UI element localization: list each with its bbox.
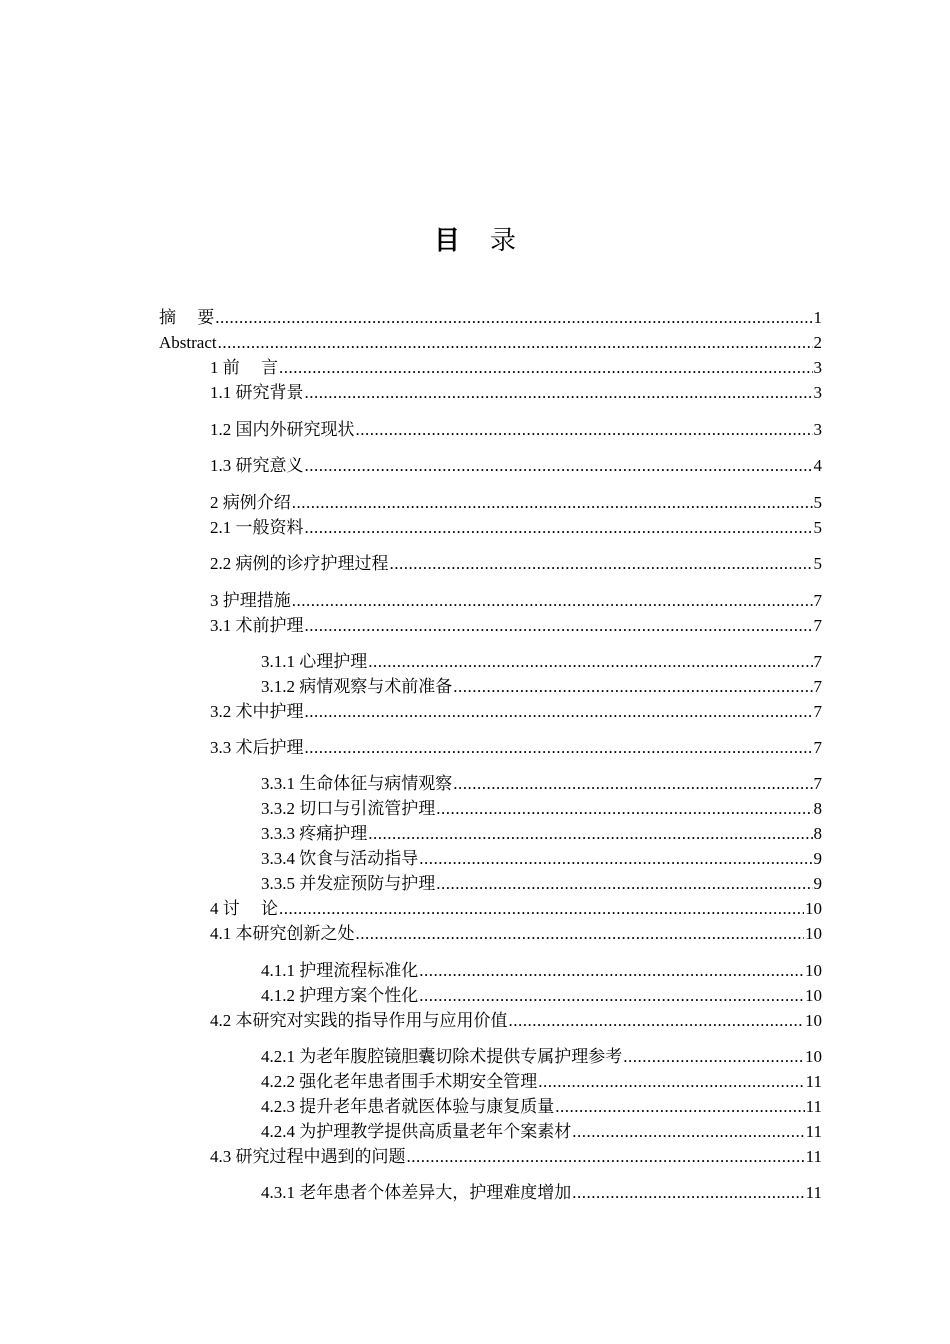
- toc-entry-text: 3.3.4 饮食与活动指导: [261, 849, 419, 868]
- toc-leader: [538, 1071, 804, 1093]
- toc-entry[interactable]: [210, 1146, 822, 1168]
- toc-page-number: 11: [805, 1072, 822, 1091]
- toc-page-number: 10: [805, 1011, 822, 1030]
- toc-page-number: 7: [813, 652, 822, 671]
- toc-entry[interactable]: [210, 382, 822, 404]
- toc-leader: [279, 357, 813, 379]
- toc-entry[interactable]: [210, 517, 822, 539]
- toc-entry[interactable]: [261, 1096, 822, 1118]
- toc-page-number: 4: [813, 456, 822, 475]
- toc-page-number: 8: [813, 824, 822, 843]
- toc-entry[interactable]: [261, 1046, 822, 1068]
- toc-entry[interactable]: [261, 985, 822, 1007]
- toc-entry[interactable]: [261, 1121, 822, 1143]
- toc-leader: [390, 553, 813, 575]
- title-char-1: 目: [433, 226, 460, 256]
- toc-leader: [509, 1010, 805, 1032]
- toc-page-number: 7: [813, 616, 822, 635]
- toc-page-number: 7: [813, 738, 822, 757]
- toc-leader: [453, 773, 812, 795]
- toc-entry-text: 摘 要: [159, 308, 215, 327]
- toc-page-number: 9: [813, 849, 822, 868]
- toc-entry[interactable]: [210, 492, 822, 514]
- toc-entry[interactable]: [261, 676, 822, 698]
- toc-page-number: 10: [805, 1047, 822, 1066]
- toc-page-number: 3: [813, 358, 822, 377]
- toc-entry[interactable]: [210, 737, 822, 759]
- toc-entry-text: 3.1.1 心理护理: [261, 652, 368, 671]
- toc-leader: [419, 985, 804, 1007]
- toc-entry-text: 2.1 一般资料: [210, 518, 304, 537]
- toc-page-number: 8: [813, 799, 822, 818]
- toc-leader: [356, 419, 813, 441]
- toc-leader: [419, 848, 812, 870]
- toc-entry[interactable]: [210, 590, 822, 612]
- toc-entry[interactable]: [210, 357, 822, 379]
- toc-entry-text: 4 讨 论: [210, 899, 278, 918]
- toc-leader: [555, 1096, 804, 1118]
- toc-page-number: 3: [813, 420, 822, 439]
- toc-entry[interactable]: [261, 848, 822, 870]
- toc-entry[interactable]: [261, 773, 822, 795]
- toc-leader: [407, 1146, 805, 1168]
- toc-leader: [305, 737, 813, 759]
- toc-entry-text: 4.3.1 老年患者个体差异大，护理难度增加: [261, 1183, 572, 1202]
- toc-entry[interactable]: [159, 307, 822, 329]
- toc-page-number: 9: [813, 874, 822, 893]
- toc-entry-text: 2 病例介绍: [210, 493, 291, 512]
- toc-page-number: 11: [805, 1183, 822, 1202]
- toc-page-number: 11: [805, 1097, 822, 1116]
- toc-entry-text: Abstract: [159, 333, 217, 352]
- toc-leader: [453, 676, 812, 698]
- toc-entry[interactable]: [210, 923, 822, 945]
- toc-entry-text: 1.2 国内外研究现状: [210, 420, 355, 439]
- toc-entry-text: 2.2 病例的诊疗护理过程: [210, 554, 389, 573]
- toc-page-number: 7: [813, 677, 822, 696]
- toc-entry-text: 3.3.2 切口与引流管护理: [261, 799, 436, 818]
- toc-page-number: 11: [805, 1147, 822, 1166]
- toc-entry-text: 3.1.2 病情观察与术前准备: [261, 677, 453, 696]
- toc-leader: [572, 1182, 804, 1204]
- page-title: [0, 226, 950, 256]
- toc-leader: [368, 823, 812, 845]
- toc-entry-text: 1.1 研究背景: [210, 383, 304, 402]
- toc-leader: [305, 701, 813, 723]
- toc-entry-text: 3.3.3 疼痛护理: [261, 824, 368, 843]
- toc-leader: [215, 307, 812, 329]
- toc-entry-text: 4.3 研究过程中遇到的问题: [210, 1147, 406, 1166]
- toc-entry-text: 4.2.2 强化老年患者围手术期安全管理: [261, 1072, 538, 1091]
- toc-page-number: 2: [813, 333, 822, 352]
- toc-entry[interactable]: [261, 823, 822, 845]
- toc-entry-text: 4.1.2 护理方案个性化: [261, 986, 419, 1005]
- toc-leader: [218, 332, 813, 354]
- toc-page-number: 1: [813, 308, 822, 327]
- toc-entry-text: 1.3 研究意义: [210, 456, 304, 475]
- toc-leader: [623, 1046, 804, 1068]
- toc-leader: [305, 382, 813, 404]
- toc-page-number: 10: [805, 899, 822, 918]
- toc-entry[interactable]: [210, 701, 822, 723]
- toc-entry-text: 3.1 术前护理: [210, 616, 304, 635]
- toc-leader: [419, 960, 804, 982]
- toc-leader: [279, 898, 804, 920]
- toc-page-number: 3: [813, 383, 822, 402]
- toc-page-number: 10: [805, 986, 822, 1005]
- toc-entry[interactable]: [261, 798, 822, 820]
- toc-entry[interactable]: [210, 615, 822, 637]
- toc-entry-text: 3.2 术中护理: [210, 702, 304, 721]
- toc-leader: [356, 923, 805, 945]
- toc-page-number: 5: [813, 518, 822, 537]
- toc-entry-text: 4.1.1 护理流程标准化: [261, 961, 419, 980]
- toc-page-number: 10: [805, 961, 822, 980]
- toc-leader: [436, 798, 812, 820]
- toc-entry[interactable]: [261, 960, 822, 982]
- toc-entry-text: 1 前 言: [210, 358, 278, 377]
- toc-page-number: 5: [813, 554, 822, 573]
- toc-entry-text: 4.2.3 提升老年患者就医体验与康复质量: [261, 1097, 555, 1116]
- toc-entry[interactable]: [210, 455, 822, 477]
- title-char-2: 录: [490, 226, 517, 256]
- toc-leader: [305, 517, 813, 539]
- toc-leader: [305, 455, 813, 477]
- toc-entry-text: 4.2.4 为护理教学提供高质量老年个案素材: [261, 1122, 572, 1141]
- toc-entry[interactable]: [159, 332, 822, 354]
- toc-page-number: 11: [805, 1122, 822, 1141]
- toc-entry-text: 4.2.1 为老年腹腔镜胆囊切除术提供专属护理参考: [261, 1047, 623, 1066]
- toc-page-number: 7: [813, 774, 822, 793]
- toc-entry-text: 3.3 术后护理: [210, 738, 304, 757]
- toc-entry[interactable]: [210, 553, 822, 575]
- toc-page-number: 10: [805, 924, 822, 943]
- toc-leader: [292, 492, 813, 514]
- toc-entry[interactable]: [210, 1010, 822, 1032]
- toc-leader: [368, 651, 812, 673]
- toc-entry[interactable]: [210, 419, 822, 441]
- toc-entry[interactable]: [261, 873, 822, 895]
- toc-leader: [436, 873, 812, 895]
- toc-page-number: 7: [813, 702, 822, 721]
- toc-entry[interactable]: [261, 1182, 822, 1204]
- toc-entry[interactable]: [261, 1071, 822, 1093]
- toc-entry-text: 4.2 本研究对实践的指导作用与应用价值: [210, 1011, 508, 1030]
- toc-leader: [292, 590, 813, 612]
- toc-page-number: 5: [813, 493, 822, 512]
- toc-entry[interactable]: [210, 898, 822, 920]
- toc-entry-text: 3.3.1 生命体征与病情观察: [261, 774, 453, 793]
- toc-leader: [305, 615, 813, 637]
- toc-entry-text: 4.1 本研究创新之处: [210, 924, 355, 943]
- toc-entry-text: 3.3.5 并发症预防与护理: [261, 874, 436, 893]
- toc-leader: [572, 1121, 804, 1143]
- toc-page-number: 7: [813, 591, 822, 610]
- toc-entry-text: 3 护理措施: [210, 591, 291, 610]
- toc-entry[interactable]: [261, 651, 822, 673]
